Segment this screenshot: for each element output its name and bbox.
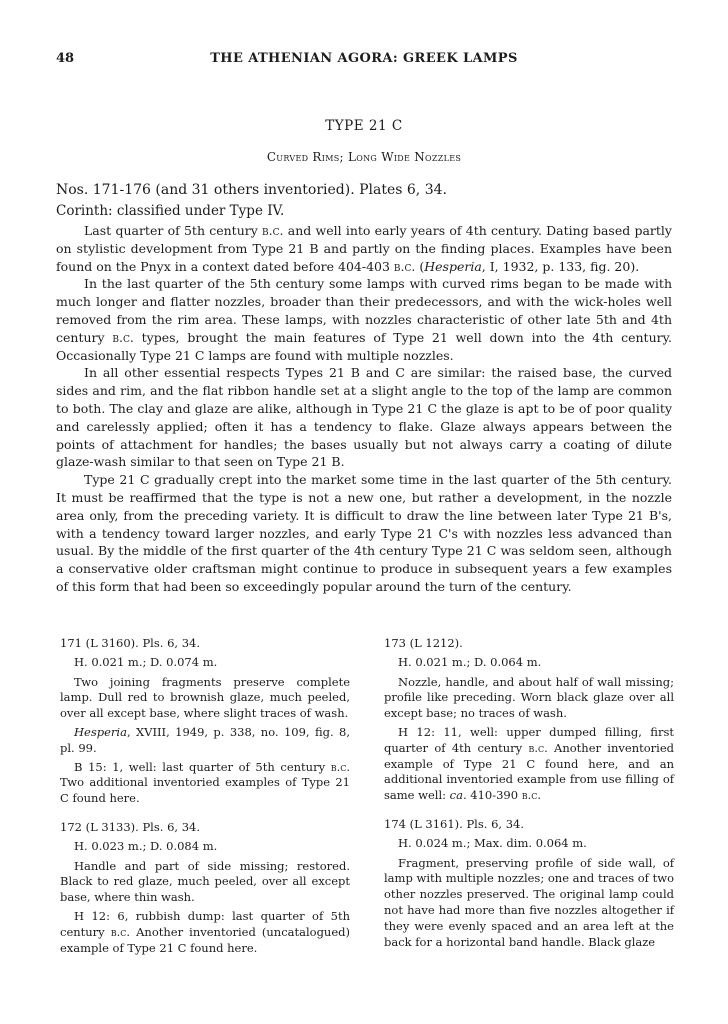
page-number: 48 (56, 51, 75, 66)
entry-heading: 173 (L 1212). (384, 636, 463, 650)
entry-heading: 171 (L 3160). Pls. 6, 34. (60, 636, 200, 650)
corinth-note: Corinth: classified under Type IV. (56, 203, 285, 219)
catalogue-entry-174 (384, 817, 674, 950)
market-paragraph: Type 21 C gradually crept into the market some time in the last quarter of the 5th century. It must be reaffirmed that the type is not a new one, but rather a development, in the nozzle area only, from the preceding variety. It is difficult to draw the line between later Type 21 B's, with a tendency toward larger nozzles, and early Type 21 C's with nozzles less advanced than usual. By the middle of the first quarter of the 4th century Type 21 C was seldom seen, although a conservative older craftsman might continue to produce in subsequent years a few examples of this form that had been so exceedingly popular around the turn of the century. (56, 472, 672, 594)
entry-description: Nozzle, handle, and about half of wall missing; profile like preceding. Worn black glaze over all except base; no traces of wash. (384, 674, 674, 721)
entry-dimensions: H. 0.024 m.; Max. dim. 0.064 m. (398, 835, 587, 850)
entry-context: H 12: 6, rubbish dump: last quarter of 5th century b.c. Another inventoried (uncatalogued) example of Type 21 C found here. (60, 908, 350, 955)
catalogue-entry-171 (60, 636, 350, 807)
section-subtitle: Curved Rims; Long Wide Nozzles (266, 150, 462, 164)
intro-text (56, 180, 672, 596)
running-title: THE ATHENIAN AGORA: GREEK LAMPS (210, 51, 518, 66)
catalogue-column-right (384, 636, 674, 950)
entry-dimensions: H. 0.021 m.; D. 0.064 m. (398, 654, 542, 669)
catalogue-entry-172 (60, 820, 350, 956)
catalogue-entry-173 (384, 636, 674, 804)
nozzle-paragraph: In the last quarter of the 5th century some lamps with curved rims began to be made with much longer and flatter nozzles, broader than their predecessors, and with the wick-holes well removed from the rim area. These lamps, with nozzles characteristic of other late 5th and 4th century b.c. types, brought the main features of Type 21 well down into the 4th century. Occasionally Type 21 C lamps are found with multiple nozzles. (56, 276, 672, 363)
page-header (56, 51, 672, 69)
entry-description: Two joining fragments preserve complete lamp. Dull red to brownish glaze, much peeled, over all except base, where slight traces of wash. (60, 674, 350, 721)
entry-description: Fragment, preserving profile of side wall, of lamp with multiple nozzles; one and traces of two other nozzles preserved. The original lamp could not have had more than five nozzles altogether if they were evenly spaced and an area left at the back for a horizontal band handle. Black glaze (384, 855, 674, 949)
entry-heading: 174 (L 3161). Pls. 6, 34. (384, 816, 524, 831)
section-title: TYPE 21 C (325, 118, 403, 134)
similarity-paragraph: In all other essential respects Types 21 B and C are similar: the raised base, the curved sides and rim, and the flat ribbon handle set at a slight angle to the top of the lamp are common to both. The clay and glaze are alike, although in Type 21 C the glaze is apt to be of poor quality and carelessly applied; often it has a tendency to flake. Glaze always appears between the points of attachment for handles; the bases usually but not always carry a coating of dilute glaze-wash similar to that seen on Type 21 B. (56, 365, 672, 470)
entry-description: Handle and part of side missing; restored. Black to red glaze, much peeled, over all except base, where thin wash. (60, 858, 350, 905)
entry-reference: Hesperia, XVIII, 1949, p. 338, no. 109, fig. 8, pl. 99. (60, 724, 350, 755)
catalogue-column-left (60, 636, 350, 956)
entry-dimensions: H. 0.021 m.; D. 0.074 m. (74, 654, 218, 669)
entry-context: H 12: 11, well: upper dumped filling, first quarter of 4th century b.c. Another inventoried example of Type 21 C found here, and an additional inventoried example from use filling of same well: ca. 410-390 b.c. (384, 724, 674, 803)
entry-context: B 15: 1, well: last quarter of 5th century b.c. Two additional inventoried examples of Type 21 C found here. (60, 759, 350, 806)
catalogue-numbers: Nos. 171-176 (and 31 others inventoried). Plates 6, 34. (56, 182, 447, 198)
dating-paragraph: Last quarter of 5th century b.c. and well into early years of 4th century. Dating based partly on stylistic development from Type 21 B and partly on the finding places. Examples have been found on the Pnyx in a context dated before 404-403 b.c. (Hesperia, I, 1932, p. 133, fig. 20). (56, 223, 672, 274)
entry-dimensions: H. 0.023 m.; D. 0.084 m. (74, 838, 218, 853)
entry-heading: 172 (L 3133). Pls. 6, 34. (60, 819, 200, 834)
